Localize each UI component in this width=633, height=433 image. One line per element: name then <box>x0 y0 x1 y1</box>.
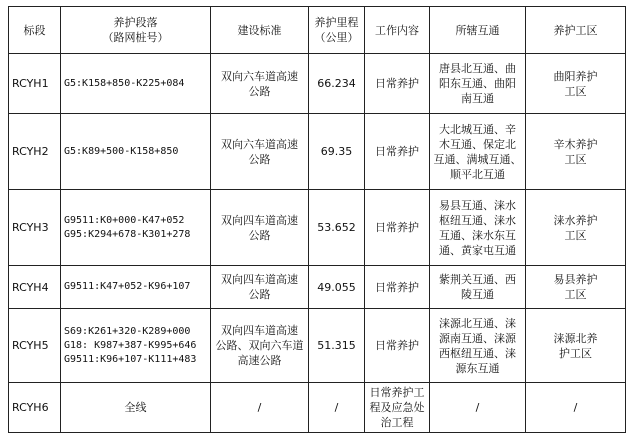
cell-work-area-line: 易县养护 <box>553 273 598 286</box>
header-mileage-line2: （公里） <box>314 31 359 44</box>
cell-work <box>365 309 430 383</box>
cell-interchanges-line: 枢纽互通、涞水 <box>439 213 516 227</box>
cell-interchanges-line: 易县互通、涞水 <box>439 198 516 212</box>
cell-interchanges-line: 唐县北互通、曲 <box>439 62 516 75</box>
cell-interchanges-line: 陵互通 <box>461 288 494 301</box>
cell-work <box>365 190 430 266</box>
cell-interchanges <box>430 54 526 114</box>
maintenance-table-container <box>8 6 625 429</box>
cell-work <box>365 54 430 114</box>
cell-segment-line: G9511:K47+052-K96+107 <box>64 281 191 292</box>
cell-segment-line: G95:K294+678-K301+278 <box>64 228 191 240</box>
cell-interchanges-line: / <box>475 401 480 414</box>
cell-standard <box>211 54 309 114</box>
header-standard: 建设标准 <box>211 7 309 54</box>
cell-segment-line: G9511:K0+000-K47+052 <box>64 214 185 226</box>
cell-standard <box>211 266 309 309</box>
cell-work-area-line: / <box>573 401 578 414</box>
cell-work <box>365 114 430 190</box>
cell-work-area <box>526 383 626 433</box>
cell-work-line: 日常养护 <box>375 77 419 90</box>
cell-interchanges-line: 西枢纽互通、涞 <box>439 346 516 360</box>
cell-segment-line: G5:K158+850-K225+084 <box>64 77 185 89</box>
cell-work-area-line: 工区 <box>564 228 587 242</box>
cell-interchanges-line: 通、黄家屯互通 <box>439 243 516 257</box>
header-work: 工作内容 <box>365 7 430 54</box>
cell-segment <box>61 190 211 266</box>
header-mileage-line1: 养护里程 <box>314 16 359 29</box>
cell-interchanges-line: 阳东互通、曲阳 <box>439 77 516 90</box>
header-work-area: 养护工区 <box>526 7 626 54</box>
cell-mileage: / <box>309 383 365 433</box>
cell-work-area-line: 辛木养护 <box>553 137 598 151</box>
cell-work-line: 治工程 <box>380 416 414 429</box>
cell-standard-line: 双向六车道高速 <box>221 137 298 151</box>
cell-mileage: 66.234 <box>309 54 365 114</box>
cell-section: RCYH4 <box>9 266 61 309</box>
cell-work-line: 日常养护 <box>375 221 419 234</box>
cell-standard <box>211 190 309 266</box>
cell-interchanges-line: 南互通 <box>461 92 494 105</box>
cell-standard <box>211 309 309 383</box>
cell-interchanges-line: 涞源北互通、涞 <box>439 316 516 330</box>
table-row <box>9 309 626 383</box>
cell-segment-line: 全线 <box>124 401 147 414</box>
cell-work-line: 日常养护 <box>375 280 419 294</box>
cell-work-area <box>526 190 626 266</box>
cell-segment <box>61 309 211 383</box>
cell-interchanges <box>430 114 526 190</box>
cell-segment-line: G5:K89+500-K158+850 <box>64 145 179 157</box>
cell-section: RCYH3 <box>9 190 61 266</box>
cell-interchanges-line: 互通、满城互通、 <box>433 152 522 166</box>
header-row <box>9 7 626 54</box>
cell-interchanges-line: 顺平北互通 <box>450 167 505 181</box>
header-segment-line1: 养护段落 <box>113 16 158 29</box>
cell-standard-line: 公路、双向六车道 <box>215 339 304 352</box>
cell-section: RCYH6 <box>9 383 61 433</box>
table-row <box>9 383 626 433</box>
cell-work-line: 日常养护工 <box>369 386 425 399</box>
cell-section: RCYH2 <box>9 114 61 190</box>
table-row <box>9 190 626 266</box>
cell-work-area-line: 涞源北养 <box>553 331 598 345</box>
cell-standard-line: 公路 <box>248 84 271 98</box>
header-section: 标段 <box>9 7 61 54</box>
cell-interchanges-line: 紫荆关互通、西 <box>439 273 516 286</box>
table-row <box>9 114 626 190</box>
cell-work-area-line: 曲阳养护 <box>553 69 598 83</box>
cell-interchanges <box>430 266 526 309</box>
cell-work-area-line: 涞水养护 <box>553 213 598 227</box>
header-segment <box>61 7 211 54</box>
cell-interchanges-line: 源南互通、涞源 <box>439 331 516 345</box>
cell-standard-line: 公路 <box>248 152 271 166</box>
cell-standard-line: 公路 <box>248 228 271 242</box>
cell-standard <box>211 114 309 190</box>
header-mileage <box>309 7 365 54</box>
cell-interchanges <box>430 309 526 383</box>
header-segment-line2: （路网桩号） <box>102 31 169 44</box>
cell-mileage: 49.055 <box>309 266 365 309</box>
table-row <box>9 54 626 114</box>
cell-mileage: 51.315 <box>309 309 365 383</box>
cell-interchanges-line: 互通、涞水东互 <box>439 228 516 242</box>
cell-segment-line: S69:K261+320-K289+000 <box>64 325 191 337</box>
cell-segment <box>61 266 211 309</box>
cell-segment <box>61 114 211 190</box>
cell-work-line: 日常养护 <box>375 145 419 158</box>
cell-work-area <box>526 266 626 309</box>
header-interchanges: 所辖互通 <box>430 7 526 54</box>
cell-section: RCYH1 <box>9 54 61 114</box>
cell-standard-line: / <box>257 401 262 414</box>
cell-standard-line: 双向四车道高速 <box>221 324 298 337</box>
maintenance-sections-table <box>8 6 626 433</box>
table-row <box>9 266 626 309</box>
cell-work-line: 程及应急处 <box>369 401 425 414</box>
cell-standard <box>211 383 309 433</box>
cell-work-area-line: 工区 <box>564 288 587 301</box>
cell-work <box>365 383 430 433</box>
cell-interchanges <box>430 383 526 433</box>
cell-segment-line: G9511:K96+107-K111+483 <box>64 353 197 365</box>
cell-segment <box>61 54 211 114</box>
cell-standard-line: 双向四车道高速 <box>221 273 298 286</box>
cell-work-area <box>526 54 626 114</box>
table-body <box>9 7 626 433</box>
cell-work-area <box>526 309 626 383</box>
cell-segment <box>61 383 211 433</box>
cell-work-area-line: 工区 <box>564 152 587 166</box>
cell-standard-line: 公路 <box>248 288 271 301</box>
cell-work-area-line: 护工区 <box>559 346 592 360</box>
cell-standard-line: 高速公路 <box>237 354 282 367</box>
cell-interchanges <box>430 190 526 266</box>
cell-work-area <box>526 114 626 190</box>
cell-work-area-line: 工区 <box>564 84 587 98</box>
cell-work <box>365 266 430 309</box>
cell-standard-line: 双向四车道高速 <box>221 213 298 227</box>
cell-mileage: 53.652 <box>309 190 365 266</box>
cell-work-line: 日常养护 <box>375 339 419 352</box>
cell-segment-line: G18: K987+387-K995+646 <box>64 339 197 351</box>
cell-interchanges-line: 大北城互通、辛 <box>439 122 516 136</box>
cell-section: RCYH5 <box>9 309 61 383</box>
cell-standard-line: 双向六车道高速 <box>221 69 298 83</box>
cell-interchanges-line: 木互通、保定北 <box>439 137 516 151</box>
cell-mileage: 69.35 <box>309 114 365 190</box>
cell-interchanges-line: 源东互通 <box>455 361 500 375</box>
